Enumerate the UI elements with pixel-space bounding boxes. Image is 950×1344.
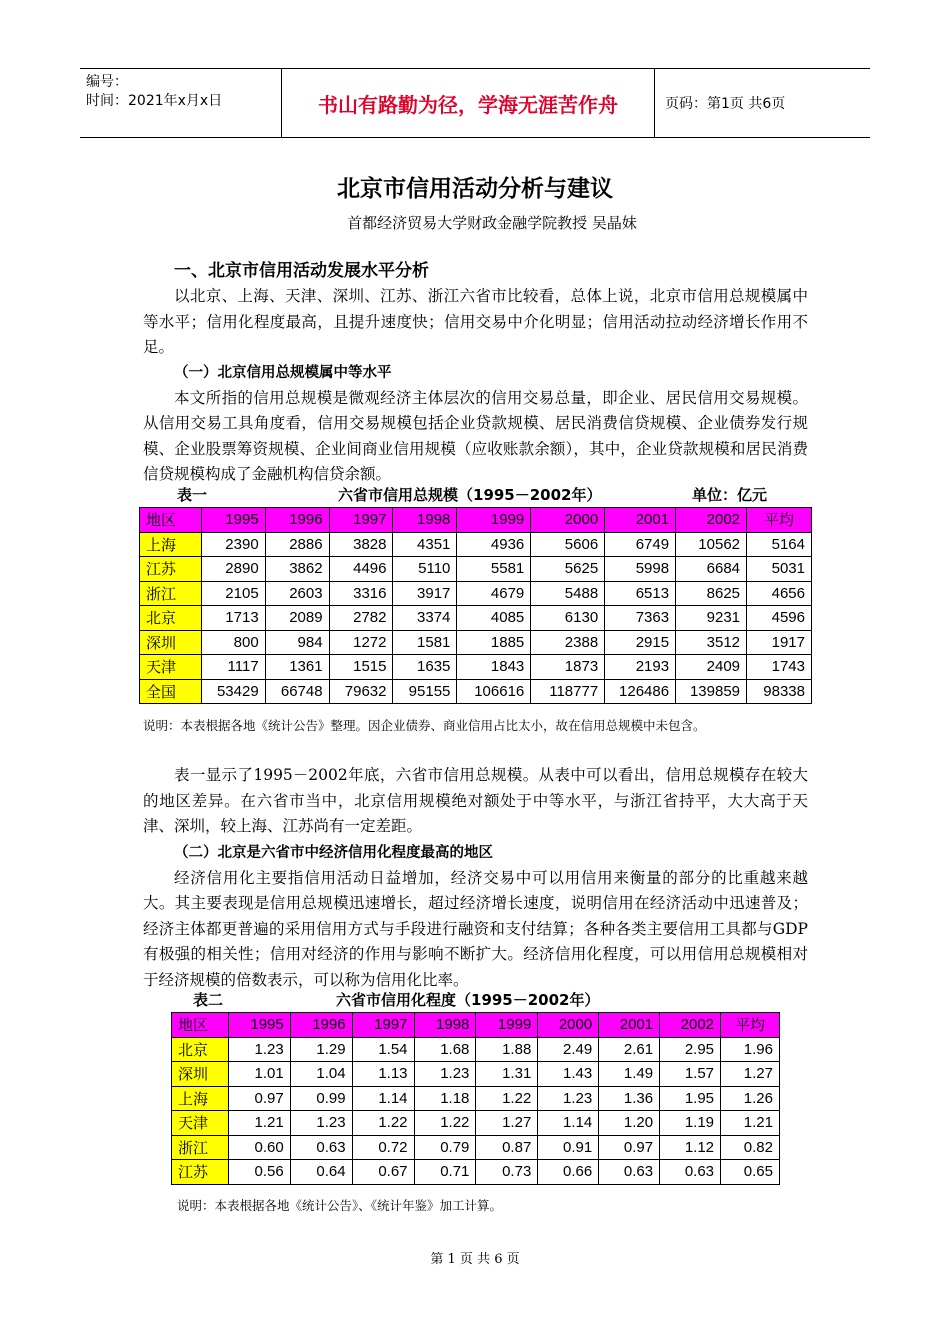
table1-label: 表一 [177,486,208,504]
value-cell: 4085 [457,606,531,631]
value-cell: 1.43 [538,1062,599,1087]
value-cell: 6513 [605,581,676,606]
value-cell: 5488 [531,581,605,606]
section1-conclusion [143,763,808,993]
table-header-cell: 1995 [201,508,265,533]
value-cell: 1.19 [660,1111,721,1136]
value-cell: 4656 [747,581,812,606]
table2-label: 表二 [193,991,224,1009]
value-cell: 5998 [605,557,676,582]
value-cell: 2.49 [538,1037,599,1062]
table-row [172,1135,780,1160]
value-cell: 1117 [201,655,265,680]
value-cell: 0.67 [352,1160,414,1185]
value-cell: 1.22 [352,1111,414,1136]
value-cell: 0.73 [476,1160,538,1185]
value-cell: 126486 [605,679,676,704]
value-cell: 3828 [329,532,393,557]
value-cell: 0.63 [290,1135,352,1160]
value-cell: 3862 [265,557,329,582]
value-cell: 0.65 [721,1160,780,1185]
value-cell: 6684 [676,557,747,582]
value-cell: 1.95 [660,1086,721,1111]
value-cell: 0.97 [228,1086,290,1111]
table1-discussion: 表一显示了1995－2002年底，六省市信用总规模。从表中可以看出，信用总规模存在较大的地区差异。在六省市当中，北京信用规模绝对额处于中等水平，与浙江省持平，大大高于天津、深圳，较上海、江苏尚有一定差距。 [143,766,808,835]
value-cell: 1.20 [599,1111,660,1136]
value-cell: 2388 [531,630,605,655]
table-header-cell: 平均 [721,1013,780,1038]
table-row [172,1037,780,1062]
table-header-cell: 2000 [538,1013,599,1038]
value-cell: 0.91 [538,1135,599,1160]
value-cell: 0.72 [352,1135,414,1160]
table1-note: 说明：本表根据各地《统计公告》整理。因企业债券、商业信用占比太小，故在信用总规模中未包含。 [143,718,706,733]
value-cell: 0.64 [290,1160,352,1185]
value-cell: 1917 [747,630,812,655]
value-cell: 5625 [531,557,605,582]
value-cell: 0.71 [414,1160,476,1185]
table-header-cell: 1995 [228,1013,290,1038]
value-cell: 1873 [531,655,605,680]
value-cell: 1.21 [228,1111,290,1136]
table1-unit: 单位：亿元 [692,486,768,504]
table-header-cell: 2000 [531,508,605,533]
table2-title: 六省市信用化程度（1995－2002年） [336,991,600,1009]
value-cell: 0.56 [228,1160,290,1185]
table-row [140,532,812,557]
value-cell: 1515 [329,655,393,680]
value-cell: 2603 [265,581,329,606]
value-cell: 8625 [676,581,747,606]
value-cell: 3316 [329,581,393,606]
region-cell: 天津 [172,1111,229,1136]
region-cell: 天津 [140,655,202,680]
table-header-row [140,508,812,533]
value-cell: 1361 [265,655,329,680]
value-cell: 1.54 [352,1037,414,1062]
value-cell: 0.79 [414,1135,476,1160]
region-cell: 全国 [140,679,202,704]
value-cell: 2890 [201,557,265,582]
value-cell: 1.22 [476,1086,538,1111]
value-cell: 4936 [457,532,531,557]
value-cell: 1272 [329,630,393,655]
value-cell: 3512 [676,630,747,655]
value-cell: 4596 [747,606,812,631]
value-cell: 1.22 [414,1111,476,1136]
page-label: 页码：第1页 共6页 [665,96,786,112]
value-cell: 1.29 [290,1037,352,1062]
region-cell: 北京 [140,606,202,631]
table-row [140,655,812,680]
value-cell: 2915 [605,630,676,655]
number-label: 编号： [86,74,128,90]
value-cell: 1.21 [721,1111,780,1136]
value-cell: 79632 [329,679,393,704]
table-header-cell: 2002 [676,508,747,533]
table-header-cell: 1997 [329,508,393,533]
value-cell: 1.23 [290,1111,352,1136]
value-cell: 2089 [265,606,329,631]
table-header-cell: 2001 [605,508,676,533]
value-cell: 0.60 [228,1135,290,1160]
time-label: 时间：2021年x月x日 [86,93,223,109]
table-header-cell: 1999 [476,1013,538,1038]
section1 [143,258,808,488]
value-cell: 0.63 [660,1160,721,1185]
value-cell: 66748 [265,679,329,704]
region-cell: 浙江 [172,1135,229,1160]
table-row [140,557,812,582]
value-cell: 1.14 [352,1086,414,1111]
table-header-cell: 2001 [599,1013,660,1038]
value-cell: 984 [265,630,329,655]
table-header-cell: 1997 [352,1013,414,1038]
value-cell: 10562 [676,532,747,557]
value-cell: 1.26 [721,1086,780,1111]
table2 [171,1012,780,1185]
value-cell: 106616 [457,679,531,704]
table-row [140,581,812,606]
value-cell: 1.23 [228,1037,290,1062]
value-cell: 5164 [747,532,812,557]
table-header-cell: 地区 [140,508,202,533]
table-row [140,606,812,631]
section1-sub-heading: （一）北京信用总规模属中等水平 [174,364,392,381]
value-cell: 1843 [457,655,531,680]
section1-paragraph: 以北京、上海、天津、深圳、江苏、浙江六省市比较看，总体上说，北京市信用总规模属中等水平；信用化程度最高，且提升速度快；信用交易中介化明显；信用活动拉动经济增长作用不足。 [143,287,808,356]
value-cell: 1.18 [414,1086,476,1111]
header-slogan: 书山有路勤为径，学海无涯苦作舟 [282,69,655,137]
section1-heading: 一、北京市信用活动发展水平分析 [174,261,429,281]
region-cell: 上海 [140,532,202,557]
table-header-cell: 1998 [393,508,457,533]
table-header-cell: 1996 [265,508,329,533]
value-cell: 1581 [393,630,457,655]
value-cell: 1.12 [660,1135,721,1160]
region-cell: 深圳 [172,1062,229,1087]
value-cell: 2409 [676,655,747,680]
value-cell: 2390 [201,532,265,557]
value-cell: 118777 [531,679,605,704]
table-header-row [172,1013,780,1038]
value-cell: 1.31 [476,1062,538,1087]
value-cell: 53429 [201,679,265,704]
value-cell: 1.23 [414,1062,476,1087]
section2-heading: （二）北京是六省市中经济信用化程度最高的地区 [174,844,493,861]
value-cell: 0.99 [290,1086,352,1111]
value-cell: 800 [201,630,265,655]
table-header-cell: 1998 [414,1013,476,1038]
table-row [140,679,812,704]
page-title: 北京市信用活动分析与建议 [337,176,613,202]
section1-sub-paragraph: 本文所指的信用总规模是微观经济主体层次的信用交易总量，即企业、居民信用交易规模。从信用交易工具角度看，信用交易规模包括企业贷款规模、居民消费信贷规模、企业债券发行规模、企业股票筹资规模、企业间商业信用规模（应收账款余额），其中，企业贷款规模和居民消费信贷规模构成了金融机构信贷余额。 [143,388,808,483]
value-cell: 9231 [676,606,747,631]
value-cell: 5031 [747,557,812,582]
value-cell: 2782 [329,606,393,631]
value-cell: 98338 [747,679,812,704]
value-cell: 5110 [393,557,457,582]
value-cell: 1.96 [721,1037,780,1062]
table2-note: 说明：本表根据各地《统计公告》、《统计年鉴》加工计算。 [177,1198,503,1213]
table-header-cell: 1996 [290,1013,352,1038]
value-cell: 0.82 [721,1135,780,1160]
value-cell: 2105 [201,581,265,606]
value-cell: 4679 [457,581,531,606]
value-cell: 3374 [393,606,457,631]
value-cell: 1.14 [538,1111,599,1136]
value-cell: 2.61 [599,1037,660,1062]
table1-title: 六省市信用总规模（1995－2002年） [338,486,602,504]
table-row [172,1111,780,1136]
value-cell: 0.87 [476,1135,538,1160]
value-cell: 1.27 [721,1062,780,1087]
table-header-cell: 地区 [172,1013,229,1038]
author-line: 首都经济贸易大学财政金融学院教授 吴晶妹 [347,214,637,232]
header-meta [80,69,282,137]
table-header-cell: 1999 [457,508,531,533]
table-row [172,1160,780,1185]
value-cell: 6749 [605,532,676,557]
page-footer: 第 1 页 共 6 页 [430,1252,520,1267]
value-cell: 1.68 [414,1037,476,1062]
region-cell: 浙江 [140,581,202,606]
value-cell: 7363 [605,606,676,631]
value-cell: 1.04 [290,1062,352,1087]
table1 [139,507,812,704]
value-cell: 0.63 [599,1160,660,1185]
value-cell: 2193 [605,655,676,680]
table-header-cell: 平均 [747,508,812,533]
value-cell: 1.23 [538,1086,599,1111]
value-cell: 139859 [676,679,747,704]
table-row [172,1086,780,1111]
table-row [140,630,812,655]
section2-paragraph: 经济信用化主要指信用活动日益增加，经济交易中可以用信用来衡量的部分的比重越来越大。其主要表现是信用总规模迅速增长，超过经济增长速度，说明信用在经济活动中迅速普及；经济主体都更普遍的采用信用方式与手段进行融资和支付结算；各种各类主要信用工具都与GDP有极强的相关性；信用对经济的作用与影响不断扩大。经济信用化程度，可以用信用总规模相对于经济规模的倍数表示，可以称为信用化比率。 [143,868,808,989]
region-cell: 上海 [172,1086,229,1111]
value-cell: 0.66 [538,1160,599,1185]
value-cell: 1713 [201,606,265,631]
value-cell: 5581 [457,557,531,582]
value-cell: 1635 [393,655,457,680]
table-header-cell: 2002 [660,1013,721,1038]
value-cell: 1743 [747,655,812,680]
value-cell: 5606 [531,532,605,557]
value-cell: 1.88 [476,1037,538,1062]
value-cell: 1.57 [660,1062,721,1087]
region-cell: 北京 [172,1037,229,1062]
value-cell: 0.97 [599,1135,660,1160]
value-cell: 1885 [457,630,531,655]
value-cell: 2.95 [660,1037,721,1062]
region-cell: 江苏 [140,557,202,582]
value-cell: 1.27 [476,1111,538,1136]
region-cell: 深圳 [140,630,202,655]
value-cell: 95155 [393,679,457,704]
value-cell: 4351 [393,532,457,557]
document-header [80,68,870,138]
value-cell: 1.01 [228,1062,290,1087]
value-cell: 4496 [329,557,393,582]
value-cell: 2886 [265,532,329,557]
table-row [172,1062,780,1087]
value-cell: 3917 [393,581,457,606]
value-cell: 1.49 [599,1062,660,1087]
value-cell: 6130 [531,606,605,631]
value-cell: 1.36 [599,1086,660,1111]
region-cell: 江苏 [172,1160,229,1185]
value-cell: 1.13 [352,1062,414,1087]
